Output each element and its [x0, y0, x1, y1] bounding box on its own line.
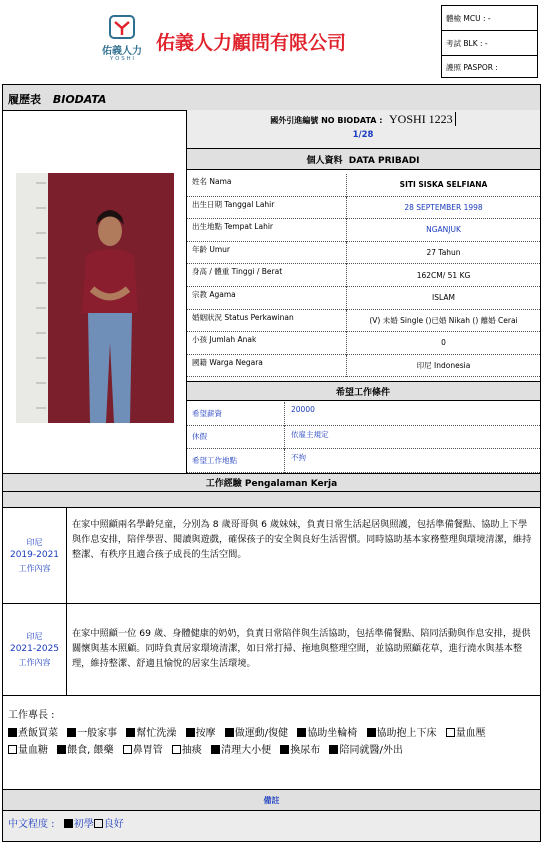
- personal-value: 28 SEPTEMBER 1998: [346, 197, 540, 220]
- unchecked-box-icon[interactable]: [8, 745, 17, 754]
- personal-heading: 個人資料 DATA PRIBADI: [306, 156, 420, 166]
- personal-value: NGANJUK: [346, 219, 540, 242]
- chinese-option: [94, 819, 124, 830]
- experience-item-2: [3, 604, 540, 696]
- checked-box-icon[interactable]: [211, 745, 220, 754]
- personal-label: 宗教 Agama: [187, 287, 346, 310]
- skill-item: [123, 745, 163, 756]
- personal-label: 出生地點 Tempat Lahir: [187, 219, 346, 242]
- experience-country-1: 印尼: [26, 538, 43, 547]
- biodata-code-value: YOSHI 1223: [389, 112, 456, 126]
- experience-period-2: 2021-2025: [9, 644, 60, 654]
- skill-item: [297, 728, 357, 739]
- photo: [16, 173, 174, 423]
- skill-item: [280, 745, 320, 756]
- wish-label: 休假: [187, 426, 284, 450]
- experience-job-2: 工作內容: [18, 658, 51, 667]
- personal-value: 162CM/ 51 KG: [346, 264, 540, 287]
- skill-label: 做運動/復健: [234, 727, 289, 739]
- skills-label: 工作專長 :: [8, 710, 55, 721]
- page-title-zh: 履歷表: [8, 93, 41, 106]
- skill-item: [211, 745, 271, 756]
- personal-value: 印尼 Indonesia: [346, 355, 540, 378]
- experience-period-1: 2019-2021: [9, 550, 60, 560]
- company-name: 佑義人力顧問有限公司: [156, 32, 347, 54]
- personal-label: 年齡 Umur: [187, 242, 346, 265]
- personal-row: [187, 264, 540, 287]
- personal-label: 身高 / 體重 Tinggi / Berat: [187, 264, 346, 287]
- personal-row: [187, 197, 540, 220]
- experience-meta-1: [3, 508, 67, 603]
- checked-box-icon[interactable]: [280, 745, 289, 754]
- skill-label: 協助抱上下床: [376, 727, 437, 739]
- personal-row: [187, 287, 540, 310]
- personal-row: [187, 332, 540, 355]
- unchecked-box-icon[interactable]: [172, 745, 181, 754]
- skill-item: [329, 745, 402, 756]
- unchecked-box-icon[interactable]: [446, 728, 455, 737]
- checked-box-icon[interactable]: [329, 745, 338, 754]
- wish-label: 希望工作地點: [187, 449, 284, 473]
- personal-row: [187, 242, 540, 265]
- wish-label: 希望薪資: [187, 402, 284, 426]
- chinese-option-label: 良好: [103, 819, 124, 830]
- page-title-en: BIODATA: [52, 93, 107, 106]
- personal-label: 婚姻狀況 Status Perkawinan: [187, 310, 346, 333]
- skill-label: 陪同就醫/外出: [339, 745, 403, 756]
- skill-item: [8, 745, 48, 756]
- page-counter: 1/28: [352, 130, 374, 140]
- biodata-code: [186, 112, 540, 127]
- logo: [92, 14, 152, 66]
- chinese-level: [8, 815, 124, 830]
- wish-heading: 希望工作條件: [335, 388, 390, 398]
- experience-text-1: 在家中照顧兩名學齡兒童，分別為 8 歲哥哥與 6 歲妹妹，負責日常生活起居與照護，包括準備餐點、協助上下學與作息安排，陪伴學習、閱讀與遊戲，確保孩子的安全與良好生活習慣。同時協助基本家務整理與環境清潔，維持整潔、有秩序且適合孩子成長的生活空間。: [72, 519, 532, 560]
- skill-item: [126, 728, 176, 739]
- experience-text-2: 在家中照顧一位 69 歲、身體健康的奶奶，負責日常陪伴與生活協助，包括準備餐點、陪同活動與作息安排，提供關懷與基本照顧。同時負責居家環境清潔，如日常打掃、拖地與整理空間，並協助照顧花草，進行澆水與基本整理，維持整潔、舒適且愉悅的居家生活環境。: [72, 628, 531, 669]
- personal-value: 27 Tahun: [346, 242, 540, 265]
- wish-row: [187, 426, 540, 450]
- checked-box-icon[interactable]: [297, 728, 306, 737]
- checked-box-icon[interactable]: [64, 819, 73, 828]
- personal-label: 小孩 Jumlah Anak: [187, 332, 346, 355]
- wish-row: [187, 402, 540, 426]
- personal-label: 國籍 Warga Negara: [187, 355, 346, 378]
- checked-box-icon[interactable]: [8, 728, 17, 737]
- personal-row: [187, 219, 540, 242]
- remarks-label: 備註: [263, 796, 280, 805]
- skill-label: 幫忙洗澡: [136, 727, 177, 739]
- biodata-code-label: 國外引進編號 NO BIODATA :: [270, 116, 383, 125]
- skill-label: 一般家事: [77, 727, 118, 739]
- checked-box-icon[interactable]: [126, 728, 135, 737]
- skill-label: 煮飯買菜: [18, 727, 58, 739]
- skill-label: 協助坐輪椅: [307, 727, 358, 739]
- personal-label: 姓名 Nama: [187, 174, 346, 197]
- personal-row: [187, 310, 540, 333]
- logo-text: 佑義人力: [102, 46, 142, 57]
- unchecked-box-icon[interactable]: [123, 745, 132, 754]
- skill-label: 餵食, 餵藥: [67, 745, 114, 756]
- yoshi-logo-icon: [107, 14, 137, 40]
- experience-job-1: 工作內容: [18, 564, 51, 573]
- logo-subtext: Y O S H I: [110, 56, 134, 62]
- skill-label: 抽痰: [181, 745, 202, 756]
- info-boxes: [441, 5, 538, 78]
- page-title: [8, 91, 106, 107]
- checked-box-icon[interactable]: [67, 728, 76, 737]
- skill-item: [446, 728, 486, 739]
- personal-value: 0: [346, 332, 540, 355]
- personal-value: SITI SISKA SELFIANA: [346, 174, 540, 197]
- skill-item: [8, 728, 58, 739]
- skill-label: 清理大小便: [221, 745, 272, 756]
- info-mcu: 體檢 MCU : -: [442, 6, 537, 31]
- personal-label: 出生日期 Tanggal Lahir: [187, 197, 346, 220]
- skill-label: 鼻胃管: [132, 745, 163, 756]
- experience-meta-2: [3, 604, 67, 695]
- skills-list: [8, 725, 535, 760]
- checked-box-icon[interactable]: [186, 728, 195, 737]
- skill-item: [225, 728, 288, 739]
- checked-box-icon[interactable]: [225, 728, 234, 737]
- skill-item: [186, 728, 216, 739]
- chinese-option-label: 初學: [73, 819, 94, 830]
- photo-illustration: [16, 173, 174, 423]
- checked-box-icon[interactable]: [367, 728, 376, 737]
- personal-table: [187, 174, 540, 377]
- skill-label: 換尿布: [290, 745, 321, 756]
- experience-item-1: [3, 508, 540, 604]
- skill-item: [172, 745, 202, 756]
- personal-value: ISLAM: [346, 287, 540, 310]
- unchecked-box-icon[interactable]: [94, 819, 103, 828]
- chinese-level-label: 中文程度 :: [8, 819, 55, 830]
- skill-label: 量血糖: [18, 745, 48, 756]
- skill-item: [367, 728, 437, 739]
- experience-spacer: [3, 492, 540, 508]
- skills-section: [8, 707, 535, 760]
- wish-table: [187, 402, 540, 473]
- experience-country-2: 印尼: [26, 632, 43, 641]
- skill-label: 按摩: [195, 727, 216, 739]
- personal-value: (V) 未婚 Single ()已婚 Nikah () 離婚 Cerai: [346, 310, 540, 333]
- info-blk: 考試 BLK : -: [442, 31, 537, 56]
- experience-heading: 工作經驗 Pengalaman Kerja: [205, 479, 338, 489]
- skill-label: 量血壓: [455, 727, 486, 739]
- wish-value: 20000: [284, 402, 540, 426]
- wish-value: 不拘: [284, 449, 540, 473]
- skill-item: [57, 745, 113, 756]
- wish-value: 依雇主規定: [284, 426, 540, 450]
- wish-row: [187, 449, 540, 473]
- personal-row: [187, 355, 540, 378]
- personal-row: [187, 174, 540, 197]
- skill-item: [67, 728, 117, 739]
- checked-box-icon[interactable]: [57, 745, 66, 754]
- info-paspor: 護照 PASPOR :: [446, 63, 498, 72]
- chinese-option: [64, 819, 94, 830]
